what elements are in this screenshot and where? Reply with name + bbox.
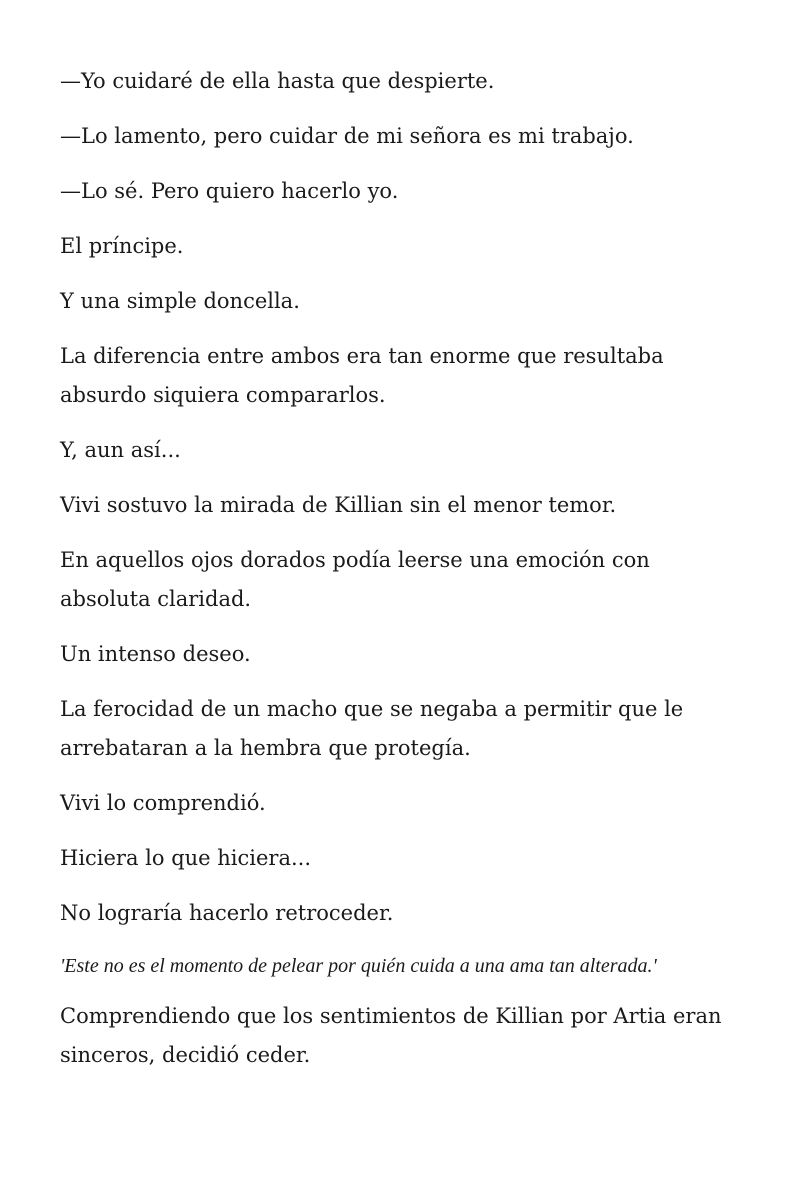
paragraph: —Lo lamento, pero cuidar de mi señora es mi trabajo. <box>60 124 634 148</box>
paragraph: No lograría hacerlo retroceder. <box>60 901 394 925</box>
paragraph: Vivi lo comprendió. <box>60 791 266 815</box>
paragraph: —Yo cuidaré de ella hasta que despierte. <box>60 69 495 93</box>
paragraph: La ferocidad de un macho que se negaba a permitir que le arrebataran a la hembra que protegía. <box>60 697 684 760</box>
paragraph: Y, aun así... <box>60 438 181 462</box>
paragraph: En aquellos ojos dorados podía leerse una emoción con absoluta claridad. <box>60 548 650 611</box>
paragraph: Y una simple doncella. <box>60 289 300 313</box>
document-body <box>60 62 740 1091</box>
paragraph: Hiciera lo que hiciera... <box>60 846 312 870</box>
paragraph: El príncipe. <box>60 234 184 258</box>
paragraph: Un intenso deseo. <box>60 642 251 666</box>
paragraph: Vivi sostuvo la mirada de Killian sin el menor temor. <box>60 493 617 517</box>
paragraph: —Lo sé. Pero quiero hacerlo yo. <box>60 179 399 203</box>
inner-thought-paragraph: 'Este no es el momento de pelear por quién cuida a una ama tan alterada.' <box>60 955 657 977</box>
paragraph: La diferencia entre ambos era tan enorme que resultaba absurdo siquiera compararlos. <box>60 344 664 407</box>
paragraph: Comprendiendo que los sentimientos de Killian por Artia eran sinceros, decidió ceder. <box>60 1004 722 1067</box>
